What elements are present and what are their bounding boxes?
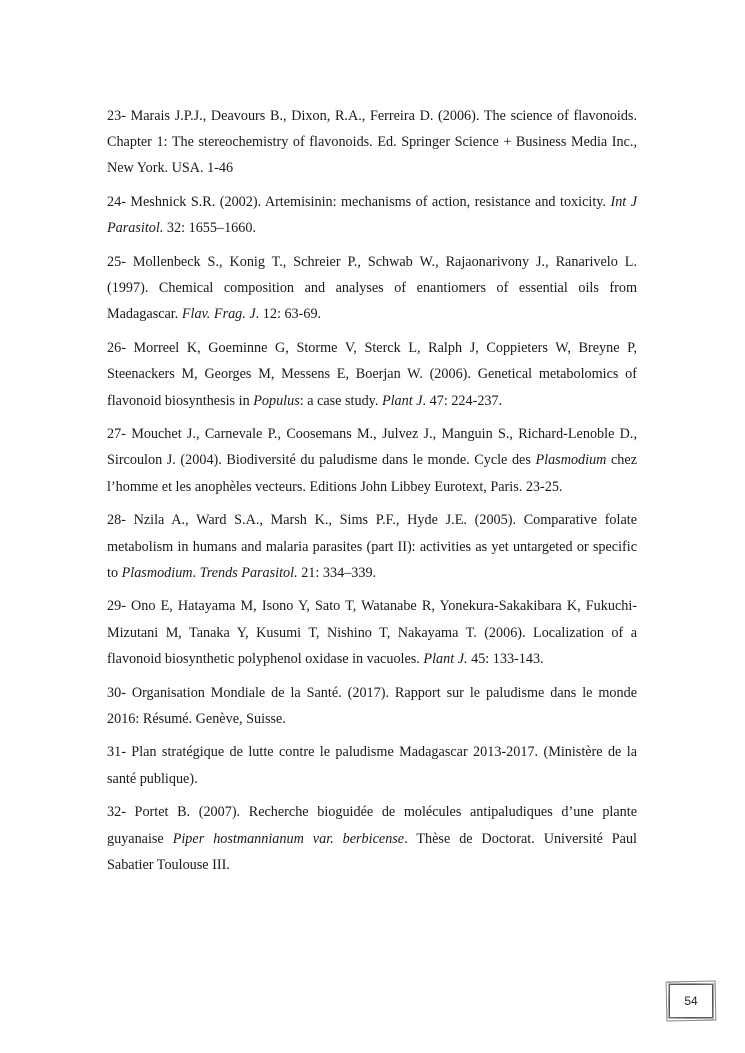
reference-text: chez l’homme et les anophèles vecteurs. Editions John Libbey Eurotext, Paris. 23-25. [107, 452, 637, 495]
reference-italic-text: Piper hostmannianum var. berbicense [172, 830, 405, 847]
reference-text: . [192, 564, 200, 581]
page-number: 54 [684, 994, 698, 1008]
page-number-box [669, 984, 713, 1018]
reference-italic-text: Plasmodium [121, 564, 193, 581]
reference-text: 27- Mouchet J., Carnevale P., Coosemans M., Julvez J., Manguin S., Richard-Lenoble D., Sircoulon J. (2004). Biodiversité du paludisme dans le monde. Cycle des [107, 426, 637, 469]
reference-italic-text: Plasmodium [535, 452, 607, 469]
reference-text: : a case study. [299, 392, 382, 409]
reference-italic-text: Plant J. [423, 650, 468, 667]
reference-entry [107, 103, 637, 182]
reference-italic-text: Populus [253, 392, 300, 409]
reference-text: 45: 133-143. [467, 650, 544, 667]
reference-italic-text: Int J Parasitol. [107, 194, 638, 237]
reference-text: 28- Nzila A., Ward S.A., Marsh K., Sims P.F., Hyde J.E. (2005). Comparative folate metabolism in humans and malaria parasites (part II): activities as yet untargeted or specific to [107, 512, 637, 581]
reference-entry [107, 249, 637, 328]
reference-text: 32: 1655–1660. [163, 220, 256, 237]
reference-text: 29- Ono E, Hatayama M, Isono Y, Sato T, Watanabe R, Yonekura-Sakakibara K, Fukuchi-Mizutani M, Tanaka Y, Kusumi T, Nishino T, Nakayama T. (2006). Localization of a flavonoid biosynthetic polyphenol oxidase in vacuoles. [107, 598, 637, 667]
reference-text: . 47: 224-237. [422, 392, 503, 409]
reference-text: 21: 334–339. [297, 564, 377, 581]
reference-entry [107, 739, 637, 791]
reference-entry [107, 335, 637, 414]
reference-text: 30- Organisation Mondiale de la Santé. (2017). Rapport sur le paludisme dans le monde 2016: Résumé. Genève, Suisse. [107, 684, 637, 727]
reference-italic-text: Plant J [381, 392, 423, 409]
reference-entry [107, 507, 637, 586]
reference-text: 25- Mollenbeck S., Konig T., Schreier P., Schwab W., Rajaonarivony J., Ranarivelo L. (1997). Chemical composition and analyses of enantiomers of essential oils from Madagascar. [107, 254, 637, 323]
reference-entry [107, 189, 637, 241]
reference-entry [107, 421, 637, 500]
reference-entry [107, 799, 637, 878]
reference-text: 31- Plan stratégique de lutte contre le paludisme Madagascar 2013-2017. (Ministère de la santé publique). [107, 744, 637, 787]
reference-text: 23- Marais J.P.J., Deavours B., Dixon, R.A., Ferreira D. (2006). The science of flavonoids. Chapter 1: The stereochemistry of flavonoids. Ed. Springer Science + Business Media Inc., New York. USA. 1-46 [107, 108, 637, 177]
reference-italic-text: Trends Parasitol. [199, 564, 298, 581]
reference-list [107, 103, 637, 885]
reference-text: . Thèse de Doctorat. Université Paul Sabatier Toulouse III. [107, 830, 637, 873]
reference-entry [107, 680, 637, 732]
reference-text: 32- Portet B. (2007). Recherche bioguidée de molécules antipaludiques d’une plante guyanaise [107, 804, 637, 847]
reference-text: 26- Morreel K, Goeminne G, Storme V, Sterck L, Ralph J, Coppieters W, Breyne P, Steenackers M, Georges M, Messens E, Boerjan W. (2006). Genetical metabolomics of flavonoid biosynthesis in [107, 340, 637, 409]
reference-entry [107, 593, 637, 672]
reference-italic-text: Flav. Frag. J [181, 306, 256, 323]
reference-text: . 12: 63-69. [255, 306, 322, 323]
reference-text: 24- Meshnick S.R. (2002). Artemisinin: mechanisms of action, resistance and toxicity. [107, 194, 611, 211]
